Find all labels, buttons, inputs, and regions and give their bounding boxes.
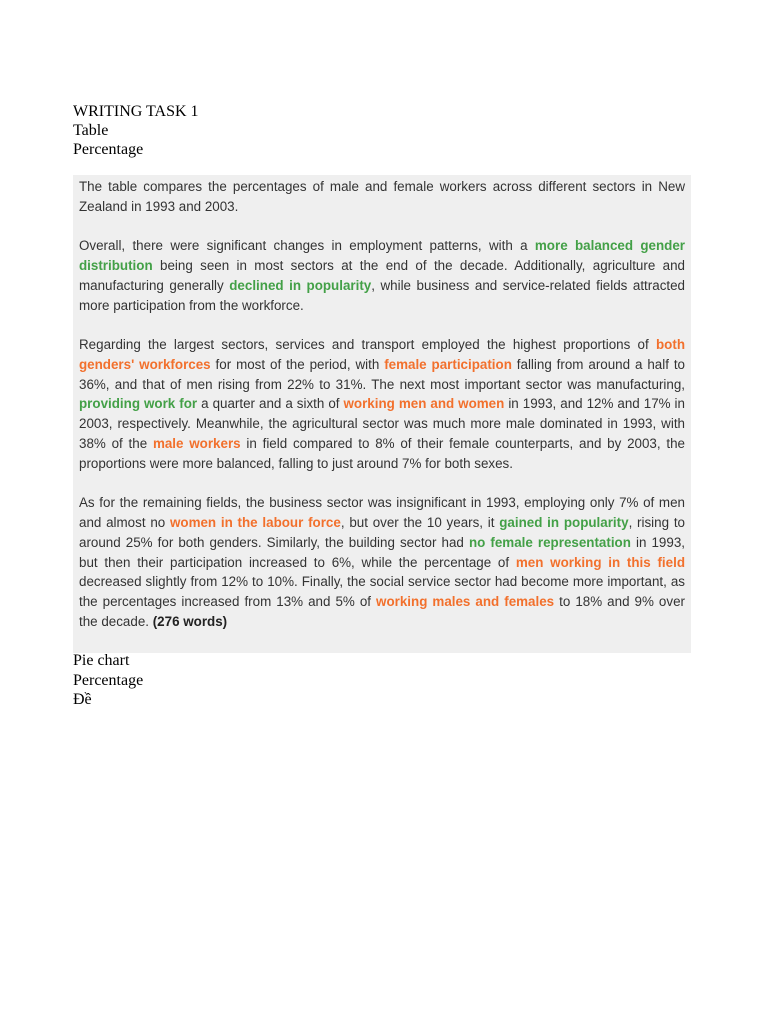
word-count: (276 words)	[152, 613, 228, 629]
essay-text: in 1993, but then their participation increased to 6%, while the percentage of	[79, 534, 685, 570]
highlight-orange: female participation	[384, 356, 512, 372]
essay-text: Overall, there were significant changes in employment patterns, with a	[79, 238, 535, 254]
essay-text: The table compares the percentages of male and female workers across different sectors in New Zealand in 1993 and 2003.	[79, 179, 685, 214]
essay-paragraph-2	[79, 236, 685, 315]
highlight-orange: working men and women	[343, 396, 505, 412]
unit-label: Percentage	[73, 141, 144, 158]
highlight-green: declined in popularity	[229, 277, 372, 293]
highlight-orange: male workers	[152, 435, 241, 451]
essay-text: being seen in most sectors at the end of the decade. Additionally, agriculture and manufacturing generally	[79, 257, 685, 293]
highlight-orange: both genders' workforces	[79, 336, 685, 372]
essay-text: for most of the period, with	[210, 356, 385, 372]
essay-text: Regarding the largest sectors, services and transport employed the highest proportions of	[79, 336, 656, 352]
task-title: WRITING TASK 1	[73, 103, 199, 120]
essay-text: , rising to around 25% for both genders. Similarly, the building sector had	[79, 514, 685, 550]
sample-essay	[73, 175, 691, 653]
next-unit-label: Percentage	[73, 671, 144, 689]
highlight-orange: working males and females	[376, 594, 555, 610]
essay-paragraph-4	[79, 493, 685, 632]
essay-text: decreased slightly from 12% to 10%. Finally, the social service sector had become more important, as the percentages increased from 13% and 5% of	[79, 574, 685, 610]
document-footer	[73, 651, 143, 710]
essay-text: in 1993, and 12% and 17% in 2003, respectively. Meanwhile, the agricultural sector was much more male dominated in 1993, with 38% of the	[79, 396, 685, 451]
chart-type-label: Table	[73, 122, 109, 139]
essay-text: As for the remaining fields, the business sector was insignificant in 1993, employing only 7% of men and almost no	[79, 495, 685, 530]
highlight-orange: women in the labour force	[169, 514, 341, 530]
highlight-orange: men working in this field	[515, 554, 686, 570]
essay-text: , while business and service-related fields attracted more participation from the workforce.	[79, 277, 685, 313]
highlight-green: gained in popularity	[499, 514, 629, 530]
next-chart-type-label: Pie chart	[73, 652, 130, 669]
essay-text: , but over the 10 years, it	[340, 514, 500, 530]
essay-paragraph-3	[79, 335, 685, 474]
essay-text: to 18% and 9% over the decade.	[79, 594, 685, 629]
prompt-label: Đề	[73, 691, 92, 708]
essay-text: a quarter and a sixth of	[197, 396, 344, 412]
essay-paragraph-1	[79, 177, 685, 217]
highlight-green: no female representation	[468, 534, 631, 550]
highlight-green: providing work for	[79, 396, 198, 412]
essay-text: in field compared to 8% of their female counterparts, and by 2003, the proportions were more balanced, falling to just around 7% for both sexes.	[79, 435, 685, 471]
essay-text: falling from around a half to 36%, and that of men rising from 22% to 31%. The next most important sector was manufacturing,	[79, 356, 685, 392]
highlight-green: more balanced gender distribution	[79, 238, 685, 273]
document-header	[73, 102, 199, 159]
